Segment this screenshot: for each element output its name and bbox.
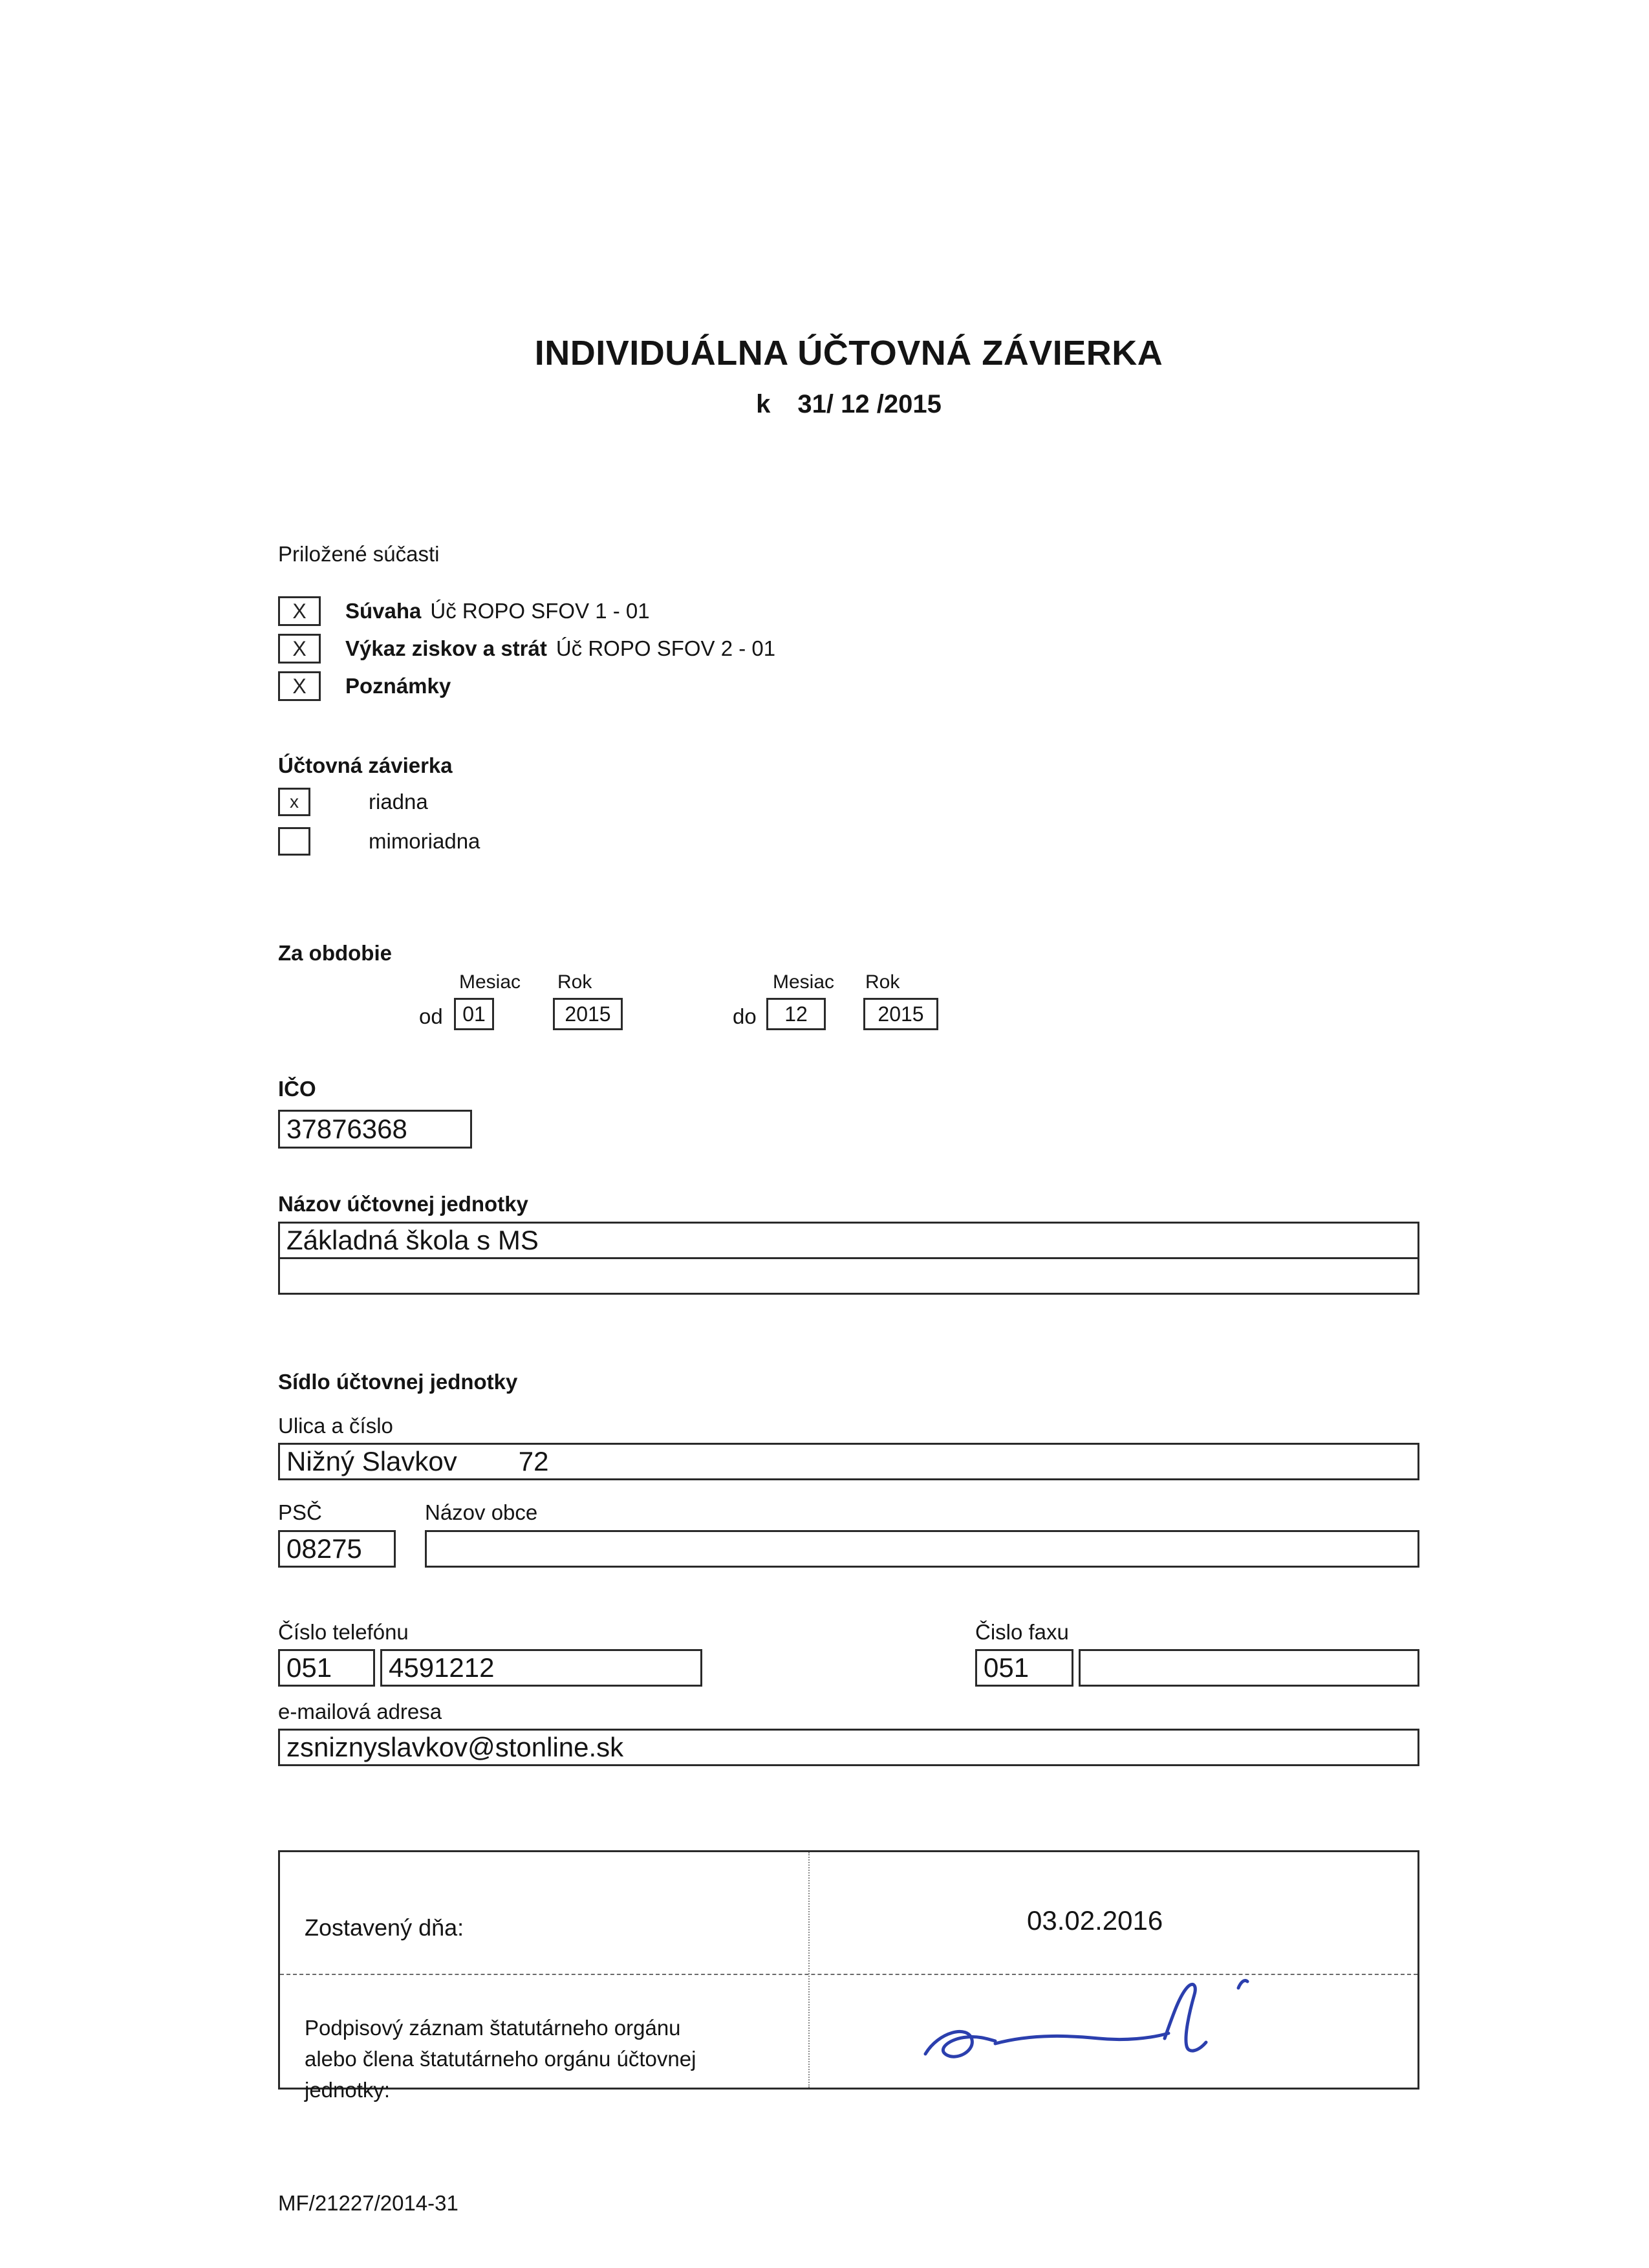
signoff-table [278, 1850, 1419, 2102]
psc-label: PSČ [278, 1500, 322, 1524]
document-code: MF/21227/2014-31 [278, 2191, 458, 2215]
attachment-label-vykaz-bold: Výkaz ziskov a strát [345, 636, 547, 660]
period-from-month-field: 01 [454, 998, 494, 1030]
attachment-label-suvaha-bold: Súvaha [345, 599, 422, 623]
closing-section-label: Účtovná závierka [278, 753, 453, 777]
street-label: Ulica a číslo [278, 1414, 393, 1438]
street-value: Nižný Slavkov [286, 1446, 457, 1476]
city-field [425, 1530, 1419, 1568]
attachment-row-suvaha [278, 596, 650, 626]
date-value: 31/ 12 /2015 [797, 390, 942, 418]
psc-field: 08275 [278, 1530, 396, 1568]
address-section-label: Sídlo účtovnej jednotky [278, 1370, 518, 1394]
attachment-label-poznamky-bold: Poznámky [345, 674, 451, 698]
compiled-date-value: 03.02.2016 [1027, 1905, 1163, 1936]
date-prefix: k [756, 390, 771, 418]
fax-prefix-field: 051 [975, 1649, 1073, 1687]
closing-label-mimoriadna: mimoriadna [369, 829, 480, 853]
period-to-year-field: 2015 [863, 998, 938, 1030]
entity-name-field-line2 [278, 1257, 1419, 1295]
period-to-month-field: 12 [766, 998, 826, 1030]
checkbox-poznamky: X [278, 671, 321, 701]
phone-label: Číslo telefónu [278, 1620, 409, 1644]
closing-row-mimoriadna [278, 827, 480, 856]
checkbox-vykaz: X [278, 634, 321, 664]
signoff-vertical-divider [808, 1852, 810, 2088]
entity-name-label: Názov účtovnej jednotky [278, 1192, 528, 1216]
period-from-label: od [419, 1004, 443, 1028]
compiled-date-label: Zostavený dňa: [305, 1914, 464, 1941]
attachment-label-suvaha-rest: Úč ROPO SFOV 1 - 01 [430, 599, 650, 623]
attachment-row-vykaz [278, 634, 775, 664]
attachment-label-vykaz-rest: Úč ROPO SFOV 2 - 01 [555, 636, 776, 660]
document-title: INDIVIDUÁLNA ÚČTOVNÁ ZÁVIERKA [534, 334, 1163, 373]
ico-label: IČO [278, 1077, 316, 1101]
closing-label-riadna: riadna [369, 790, 428, 814]
checkbox-riadna: x [278, 788, 310, 816]
checkbox-suvaha: X [278, 596, 321, 626]
closing-row-riadna [278, 788, 428, 816]
period-to-label: do [733, 1004, 757, 1028]
period-to-month-label: Mesiac [773, 971, 835, 993]
attachment-row-poznamky [278, 671, 460, 701]
email-field: zsniznyslavkov@stonline.sk [278, 1729, 1419, 1766]
period-from-year-label: Rok [557, 971, 592, 993]
period-to-year-label: Rok [865, 971, 900, 993]
checkbox-mimoriadna [278, 827, 310, 856]
email-label: e-mailová adresa [278, 1700, 442, 1723]
attachments-section-label: Priložené súčasti [278, 542, 440, 566]
signature-label-line2: alebo člena štatutárneho orgánu účtovnej jednotky: [305, 2046, 696, 2102]
signature-image [901, 1975, 1276, 2088]
attachment-label-vykaz [345, 636, 775, 661]
period-section-label: Za obdobie [278, 941, 392, 965]
street-field [278, 1443, 1419, 1480]
fax-number-field [1079, 1649, 1419, 1687]
period-from-month-label: Mesiac [459, 971, 521, 993]
attachment-label-poznamky [345, 674, 460, 698]
attachment-label-suvaha [345, 599, 650, 623]
street-number-value: 72 [518, 1446, 549, 1476]
period-from-year-field: 2015 [553, 998, 623, 1030]
signature-label-line1: Podpisový záznam štatutárneho orgánu [305, 2016, 681, 2040]
entity-name-field-line1: Základná škola s MS [278, 1222, 1419, 1259]
city-label: Názov obce [425, 1500, 538, 1524]
phone-number-field: 4591212 [380, 1649, 702, 1687]
signature-label [305, 2013, 783, 2106]
ico-field: 37876368 [278, 1110, 472, 1149]
phone-prefix-field: 051 [278, 1649, 375, 1687]
fax-label: Čislo faxu [975, 1620, 1069, 1644]
document-date [278, 390, 1419, 419]
